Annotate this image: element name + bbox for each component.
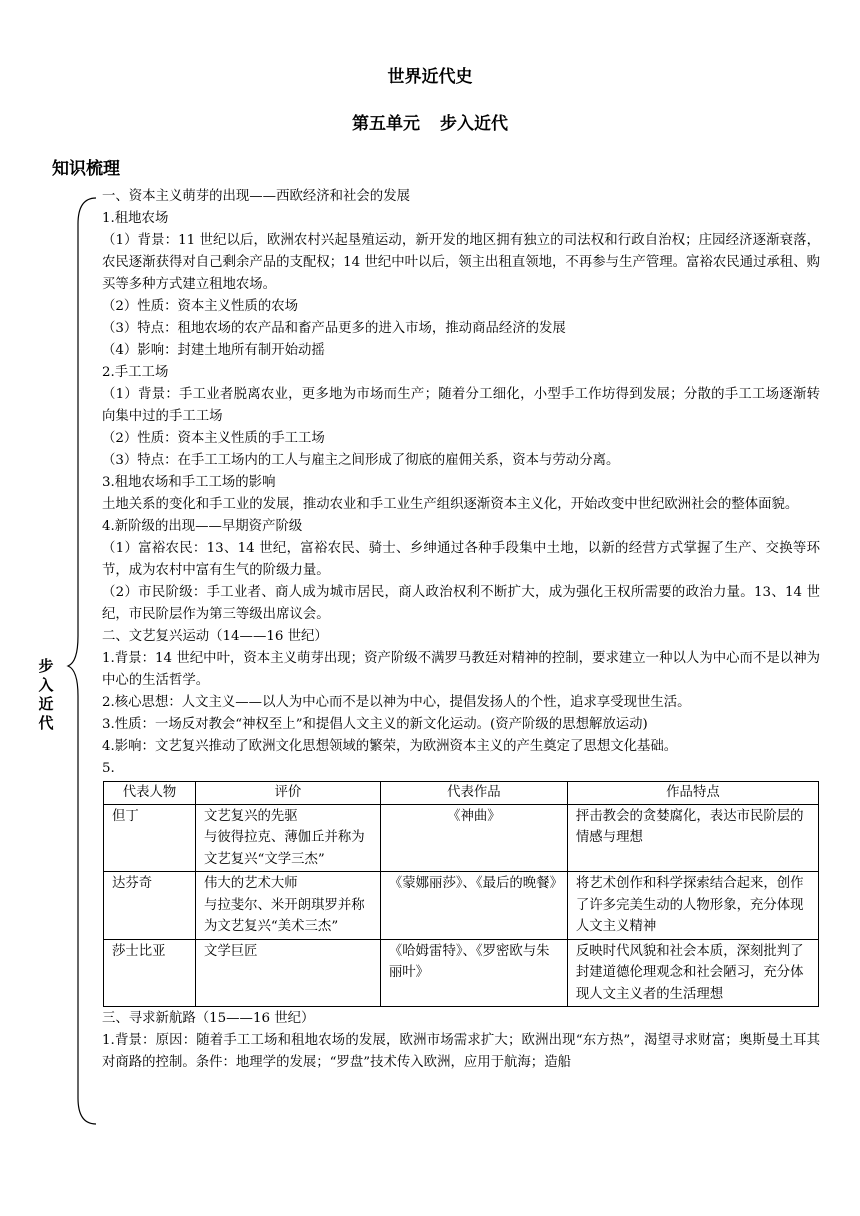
paragraph: 4.影响：文艺复兴推动了欧洲文化思想领域的繁荣，为欧洲资本主义的产生奠定了思想文化基础。 xyxy=(102,739,678,754)
section-title: 三、寻求新航路（15——16 世纪） xyxy=(102,1011,315,1026)
table-row xyxy=(104,939,819,1007)
table-cell: 但丁 xyxy=(104,804,196,872)
paragraph: 1.背景：14 世纪中叶，资本主义萌芽出现；资产阶级不满罗马教廷对精神的控制，要求建立一种以人为中心而不是以神为中心的生活哲学。 xyxy=(102,651,820,688)
paragraph: 5. xyxy=(102,761,115,776)
unit-label: 第五单元 xyxy=(352,114,420,134)
paragraph: （4）影响：封建土地所有制开始动摇 xyxy=(102,343,325,358)
subsection-title: 1.租地农场 xyxy=(102,211,169,226)
table-cell: 将艺术创作和科学探索结合起来，创作了许多完美生动的人物形象，充分体现人文主义精神 xyxy=(567,872,818,940)
main-content xyxy=(102,186,820,1074)
section-title: 一、资本主义萌芽的出现——西欧经济和社会的发展 xyxy=(102,189,410,204)
subsection-title: 3.租地农场和手工工场的影响 xyxy=(102,475,276,490)
unit-title xyxy=(0,109,860,134)
section-title: 二、文艺复兴运动（14——16 世纪） xyxy=(102,629,328,644)
table-header-row xyxy=(104,782,819,805)
paragraph: （2）市民阶级：手工业者、商人成为城市居民，商人政治权利不断扩大，成为强化王权所需要的政治力量。13、14 世纪，市民阶层作为第三等级出席议会。 xyxy=(102,585,820,622)
paragraph: （1）背景：11 世纪以后，欧洲农村兴起垦殖运动，新开发的地区拥有独立的司法权和行政自治权；庄园经济逐渐衰落，农民逐渐获得对自己剩余产品的支配权；14 世纪中叶以后，领主出租直领地，不再参与生产管理。富裕农民通过承租、购买等多种方式建立租地农场。 xyxy=(102,233,820,292)
table-row xyxy=(104,804,819,872)
paragraph: 1.背景：原因：随着手工工场和租地农场的发展，欧洲市场需求扩大；欧洲出现“东方热”，渴望寻求财富；奥斯曼土耳其对商路的控制。条件：地理学的发展；“罗盘”技术传入欧洲，应用于航海；造船 xyxy=(102,1033,820,1070)
paragraph: （3）特点：在手工工场内的工人与雇主之间形成了彻底的雇佣关系，资本与劳动分离。 xyxy=(102,453,620,468)
renaissance-figures-table xyxy=(103,781,819,1007)
paragraph: （1）背景：手工业者脱离农业，更多地为市场而生产；随着分工细化，小型手工作坊得到发展；分散的手工工场逐渐转向集中过的手工工场 xyxy=(102,387,820,424)
side-label-char: 步 xyxy=(38,657,54,675)
table-cell: 《蒙娜丽莎》、《最后的晚餐》 xyxy=(380,872,567,940)
paragraph: （2）性质：资本主义性质的农场 xyxy=(102,299,298,314)
table-cell: 抨击教会的贪婪腐化，表达市民阶层的情感与理想 xyxy=(567,804,818,872)
paragraph: 3.性质：一场反对教会“神权至上”和提倡人文主义的新文化运动。(资产阶级的思想解放运动) xyxy=(102,717,648,732)
table-row xyxy=(104,872,819,940)
table-cell: 文学巨匠 xyxy=(195,939,380,1007)
table-header-cell: 代表人物 xyxy=(104,782,196,805)
side-label-char: 近 xyxy=(38,695,54,713)
subsection-title: 4.新阶级的出现——早期资产阶级 xyxy=(102,519,303,534)
section-heading: 知识梳理 xyxy=(52,159,120,179)
table-header-cell: 代表作品 xyxy=(380,782,567,805)
paragraph: 土地关系的变化和手工业的发展，推动农业和手工业生产组织逐渐资本主义化，开始改变中世纪欧洲社会的整体面貌。 xyxy=(102,497,799,512)
table-cell: 反映时代风貌和社会本质，深刻批判了封建道德伦理观念和社会陋习，充分体现人文主义者的生活理想 xyxy=(567,939,818,1007)
side-label-char: 入 xyxy=(38,676,54,694)
side-label xyxy=(34,657,58,733)
table-cell: 伟大的艺术大师 与拉斐尔、米开朗琪罗并称为文艺复兴“美术三杰” xyxy=(195,872,380,940)
paragraph: （2）性质：资本主义性质的手工工场 xyxy=(102,431,325,446)
table-header-cell: 作品特点 xyxy=(567,782,818,805)
table-cell: 文艺复兴的先驱 与彼得拉克、薄伽丘并称为文艺复兴“文学三杰” xyxy=(195,804,380,872)
table-cell: 达芬奇 xyxy=(104,872,196,940)
paragraph: （3）特点：租地农场的农产品和畜产品更多的进入市场，推动商品经济的发展 xyxy=(102,321,566,336)
table-cell: 莎士比亚 xyxy=(104,939,196,1007)
subsection-title: 2.手工工场 xyxy=(102,365,169,380)
side-label-char: 代 xyxy=(38,714,54,732)
table-cell: 《神曲》 xyxy=(380,804,567,872)
document-title: 世界近代史 xyxy=(387,67,473,87)
unit-name: 步入近代 xyxy=(440,114,508,134)
left-brace xyxy=(66,196,106,1126)
paragraph: 2.核心思想：人文主义——以人为中心而不是以神为中心，提倡发扬人的个性，追求享受现世生活。 xyxy=(102,695,691,710)
paragraph: （1）富裕农民：13、14 世纪，富裕农民、骑士、乡绅通过各种手段集中土地，以新的经营方式掌握了生产、交换等环节，成为农村中富有生气的阶级力量。 xyxy=(102,541,820,578)
table-header-cell: 评价 xyxy=(195,782,380,805)
table-cell: 《哈姆雷特》、《罗密欧与朱丽叶》 xyxy=(380,939,567,1007)
